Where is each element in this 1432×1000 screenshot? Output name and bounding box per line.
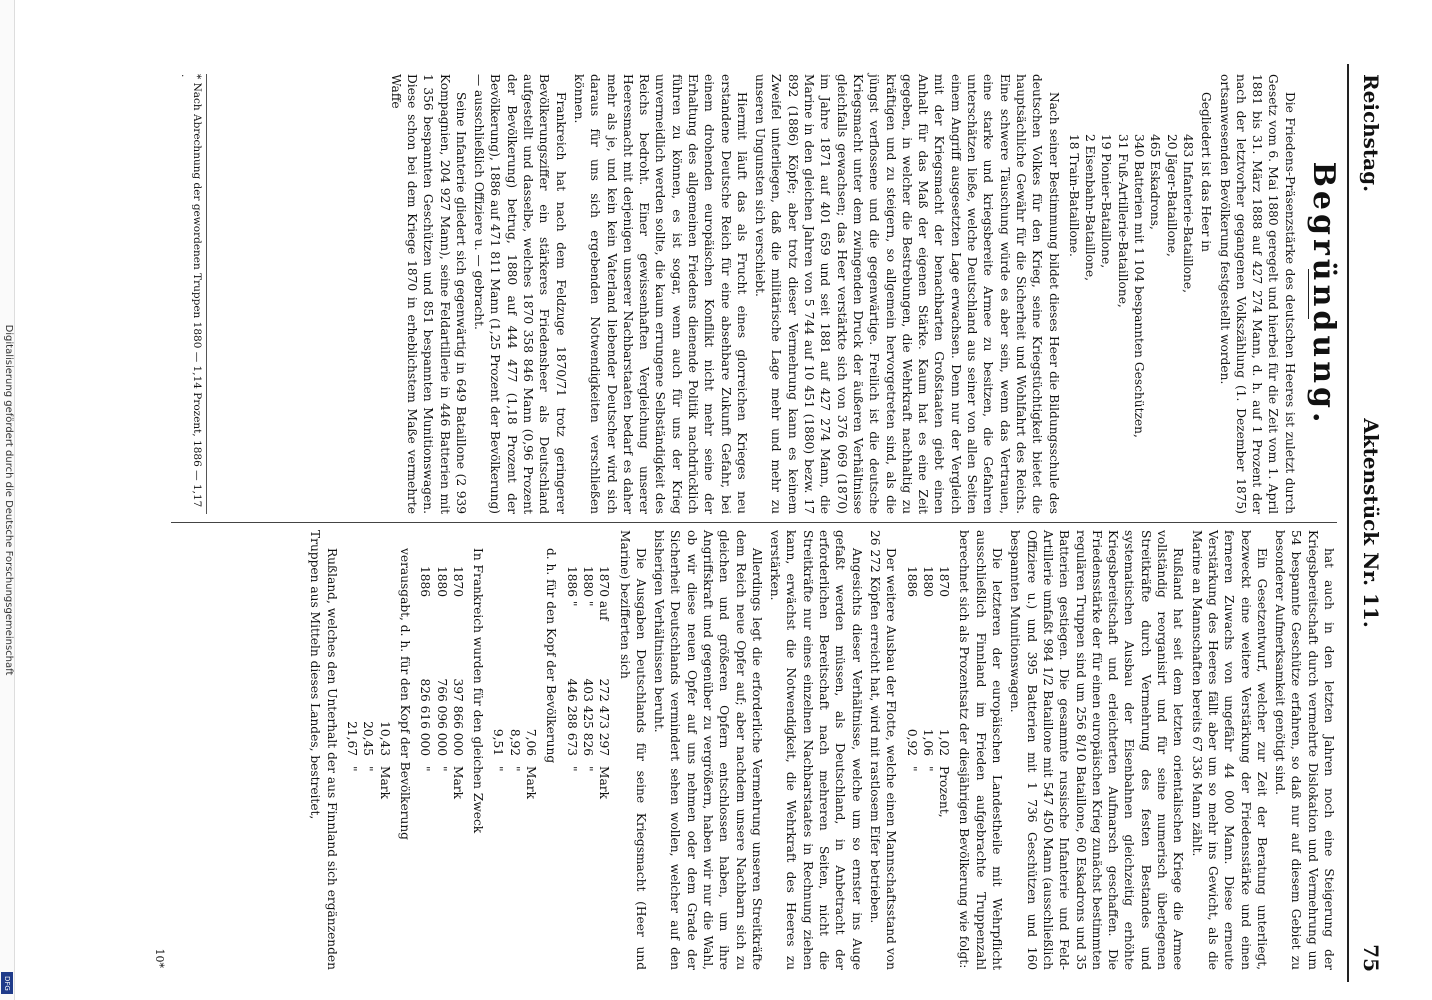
paragraph: Die letzteren der europäischen Landestheile mit Wehrpflicht ausschließlich Finnland im Frieden aufgebrachte Truppenzahl berechnet sich als Prozentsatz der diesjährigen Bevölkerung wie folgt: xyxy=(957,530,1005,970)
header-center: Aktenstück Nr. 11. xyxy=(1359,418,1383,628)
paragraph: Allerdings legt die erforderliche Vermehrung unseren Streitkräfte dem Reich neue Opfer auf; aber nachdem unsere Nachbarn sich zu gleichen und größeren Opfern entschlossen haben, um ihre Angriffskraft und gegenüber zu vergrößern, haben wir nur die Wahl, ob wir diese neuen Opfer auf uns nehmen oder dem Grade der Sicherheit Deutschlands vermindert sehen wollen, welcher auf den bisherigen Verhältnissen beruht. xyxy=(652,530,764,970)
expenditure-table-germany xyxy=(563,566,612,970)
table-row: 1870 397 866 000 Mark xyxy=(450,566,465,799)
table-row: 21,67 " xyxy=(345,721,360,772)
paragraph: Rußland, welches den Unterhalt der aus Finnland sich ergänzenden Truppen aus Mitteln dieses Landes, bestreitet, xyxy=(308,530,339,970)
expenditure-table-france xyxy=(417,566,466,970)
section-title: Begründung. xyxy=(1306,161,1341,427)
paragraph: verausgabt, d. h. für den Kopf der Bevölkerung xyxy=(397,548,412,840)
unit-item: 20 Jäger-Bataillone, xyxy=(1164,134,1179,257)
per-head-table-france xyxy=(344,566,393,970)
rotated-page-content xyxy=(151,64,1389,982)
unit-item: 18 Train-Bataillone. xyxy=(1066,134,1081,257)
paragraph: Hiermit läuft das als Frucht eines glorreichen Krieges neu erstandene Deutsche Reich für eine absehbare Zukunft Gefahr, bei einem drohenden europäischen Konflikt nicht mehr seine der Erhaltung des allgemeinen Friedens dienende Politik nachdrücklich führen zu können, es ist sogar, wenn auch für uns der Krieg unvermeidlich werden sollte, die kaum errungene Selbständigkeit des Reichs bedroht. Einer gewissenhaften Vergleichung unserer Heeresmacht mit derjenigen unserer Nachbarstaaten bedarf es daher mehr als je, und kein kein Vaterland liebender Deutscher wird sich daraus für uns sich ergebenden Notwendigkeiten verschließen können. xyxy=(571,74,749,514)
paragraph: d. h. für den Kopf der Bevölkerung xyxy=(544,548,559,764)
paragraph: Nach seiner Bestimmung bildet dieses Heer die Bildungsschule des deutschen Volkes für den Krieg, seine Kriegstüchtigkeit bietet die hauptsächliche Gewähr für die Sicherheit und Wohlfahrt des Reichs. Eine schwere Täuschung würde es aber sein, wenn das Vertrauen, eine starke und kriegsbereite Armee zu besitzen, die Gefahren unterschätzen ließe, welche Deutschland aus seiner von allen Seiten einem Angriff ausgesetzten Lage erwachsen. Denn nur der Vergleich mit der Kriegsmacht der benachbarten Großstaaten giebt einen Anhalt für das Maß der eigenen Stärke. Kaum hat es eine Zeit gegeben, in welcher die Bestrebungen, die Wehrkraft nachhaltig zu kräftigen und zu steigern, so allgemein hervorgetreten sind, als die jüngst verflossene und die gegenwärtige. Freilich ist die deutsche Kriegsmacht unter dem zwingenden Druck der äußeren Verhältnisse gleichfalls gewachsen; das Heer verstärkte sich von 376 069 (1870) im Jahre 1871 auf 401 659 und seit 1881 auf 427 274 Mann, die Marine in den gleichen Jahren von 5 744 auf 10 451 (1880) bezw. 17 892 (1886) Köpfe; aber trotz dieser Vermehrung kann es keinem Zweifel unterliegen, daß die militärische Lage mehr und mehr zu unseren Ungunsten sich verschiebt. xyxy=(753,74,1061,514)
percentage-table xyxy=(903,566,952,970)
digitization-sidebar xyxy=(0,0,15,1000)
table-row: 7,06 Mark xyxy=(524,728,539,799)
unit-item: 2 Eisenbahn-Bataillone, xyxy=(1083,134,1098,281)
document-page xyxy=(151,64,1389,982)
column-divider xyxy=(171,522,1337,523)
table-row: 10,43 Mark xyxy=(377,721,392,799)
paragraph: Die Friedens-Präsenzstärke des deutschen Heeres ist zuletzt durch Gesetz vom 6. Mai 1880 geregelt und hierbei für die Zeit vom 1. April 1881 bis 31. März 1888 auf 427 274 Mann, d. h. auf 1 Prozent der nach der letztvorher gegangenen Volkszählung (1. Dezember 1875) ortsanwesenden Bevölkerung festgestellt worden. xyxy=(1217,74,1297,514)
paragraph: Gegliedert ist das Heer in xyxy=(1199,92,1214,252)
table-row: 1880 " 403 425 826 " xyxy=(580,566,595,772)
table-row: 9,51 " xyxy=(491,728,506,772)
unit-item: 19 Pionier-Bataillone, xyxy=(1099,134,1114,269)
table-row: 1886 0,92 " xyxy=(904,566,919,772)
unit-item: 31 Fuß-Artillerie-Bataillone, xyxy=(1115,134,1130,308)
digitization-credit: Digitalisierung gefördert durch die Deutsche Forschungsgemeinschaft xyxy=(3,324,14,676)
footnote: * Nach Abrechnung der gewordenen Truppen 1880 — 1,14 Prozent, 1886 — 1,17 . xyxy=(179,74,207,514)
page-number: 75 xyxy=(1359,944,1383,972)
paragraph: Ein Gesetzentwurf, welcher zur Zeit der Beratung unterliegt, bezweckt eine weitere Verstärkung der Friedensstärke und einen ferneren Zuwachs von ungefähr 44 000 Mann. Diese erneute Verstärkung des Heeres fällt aber um so mehr ins Gewicht, als die Marine an Mannschaften bereits 67 336 Mann zählt. xyxy=(1189,530,1269,970)
table-row: 1870 auf 272 473 297 Mark xyxy=(597,566,612,799)
sheet-mark: 10* xyxy=(153,948,166,968)
paragraph: Rußland hat seit dem letzten orientalischen Kriege die Armee vollständig reorganisirt und für seine numerisch überlegenen Streitkräfte durch Vermehrung des festen Bestandes und systematischen Ausbau der Eisenbahnen gleichzeitig erhöhte Kriegsbereitschaft und erleichterten Aufmarsch geschaffen. Die Friedensstärke der für einen europäischen Krieg zunächst bestimmten regulären Truppen sind um 256 8/10 Bataillone, 60 Eskadrons und 35 Batterien gestiegen. Die gesammte russische Infanterie und Feld-Artillerie umfaßt 984 1/2 Bataillone mit 547 450 Mann (ausschließlich Offiziere u.) und 395 Batterien mit 1 736 Geschützen und 160 bespannten Munitionswagen. xyxy=(1008,530,1186,970)
table-row: 1886 " 446 288 673 " xyxy=(564,566,579,772)
paragraph: Der weitere Ausbau der Flotte, welche einen Mannschaftsstand von 26 272 Köpfen erreicht hat, wird mit rastlosem Eifer betrieben. xyxy=(867,530,899,970)
table-row: 1870 1,02 Prozent, xyxy=(937,566,952,818)
unit-item: 340 Batterien mit 1 104 bespannten Geschützen, xyxy=(1132,134,1147,438)
dfg-logo: DFG xyxy=(1,972,13,994)
per-head-table-germany xyxy=(490,566,539,970)
paragraph: Die Ausgaben Deutschlands für seine Kriegsmacht (Heer und Marine) bezifferten sich xyxy=(617,530,648,970)
table-row: 20,45 " xyxy=(361,721,376,772)
paragraph: Seine Infanterie gliedert sich gegenwärtig in 649 Bataillone (2 939 Kompagnien, 204 927 Mann), seine Feldartillerie in 446 Batterien mit 1 356 bespannten Geschützen und 851 bespannten Munitionswagen. Diese schon bei dem Kriege 1870 in erheblichstem Maße vermehrte Waffe xyxy=(388,74,468,514)
paragraph: Angesichts dieser Verhältnisse, welche um so ernster ins Auge gefaßt werden müssen, als Deutschland, in Anbetracht der erforderlichen Bereitschaft nach mehreren Seiten, nicht die Streitkräfte nur eines einzelnen Nachbarstaates in Rechnung ziehen kann, erwächst die Notwendigkeit, die Wehrkraft des Heeres zu verstärken. xyxy=(768,530,864,970)
paragraph: In Frankreich wurden für den gleichen Zweck xyxy=(471,548,486,834)
unit-list xyxy=(1066,134,1196,514)
unit-item: 465 Eskadrons, xyxy=(1148,134,1163,230)
unit-item: 483 Infanterie-Bataillone, xyxy=(1180,134,1195,293)
right-column xyxy=(171,530,1337,970)
page-header xyxy=(1347,64,1389,982)
header-left: Reichstag. xyxy=(1359,74,1383,193)
table-row: 1880 1,06 " xyxy=(920,566,935,772)
left-column xyxy=(171,74,1341,514)
table-row: 1886 826 616 000 " xyxy=(418,566,433,772)
table-row: 8,92 " xyxy=(507,728,522,772)
paragraph: hat auch in den letzten Jahren noch eine Steigerung der Kriegsbereitschaft durch vermehrte Dislokation und Vermehrung um 54 bespannte Geschütze erfahren, so daß nur auf diesem Gebiet zu besonderer Aufmerksamkeit genötigt sind. xyxy=(1273,530,1336,970)
paragraph: Frankreich hat nach dem Feldzuge 1870/71 trotz geringerer Bevölkerungsziffer ein stärkeres Friedensheer als Deutschland aufgestellt und dasselbe, welches 1870 358 846 Mann (0,96 Prozent der Bevölkerung) betrug, 1880 auf 444 477 (1,18 Prozent der Bevölkerung), 1886 auf 471 811 Mann (1,25 Prozent der Bevölkerung) — ausschließlich Offiziere u. — gebracht. xyxy=(472,74,568,514)
table-row: 1880 766 096 000 " xyxy=(434,566,449,772)
